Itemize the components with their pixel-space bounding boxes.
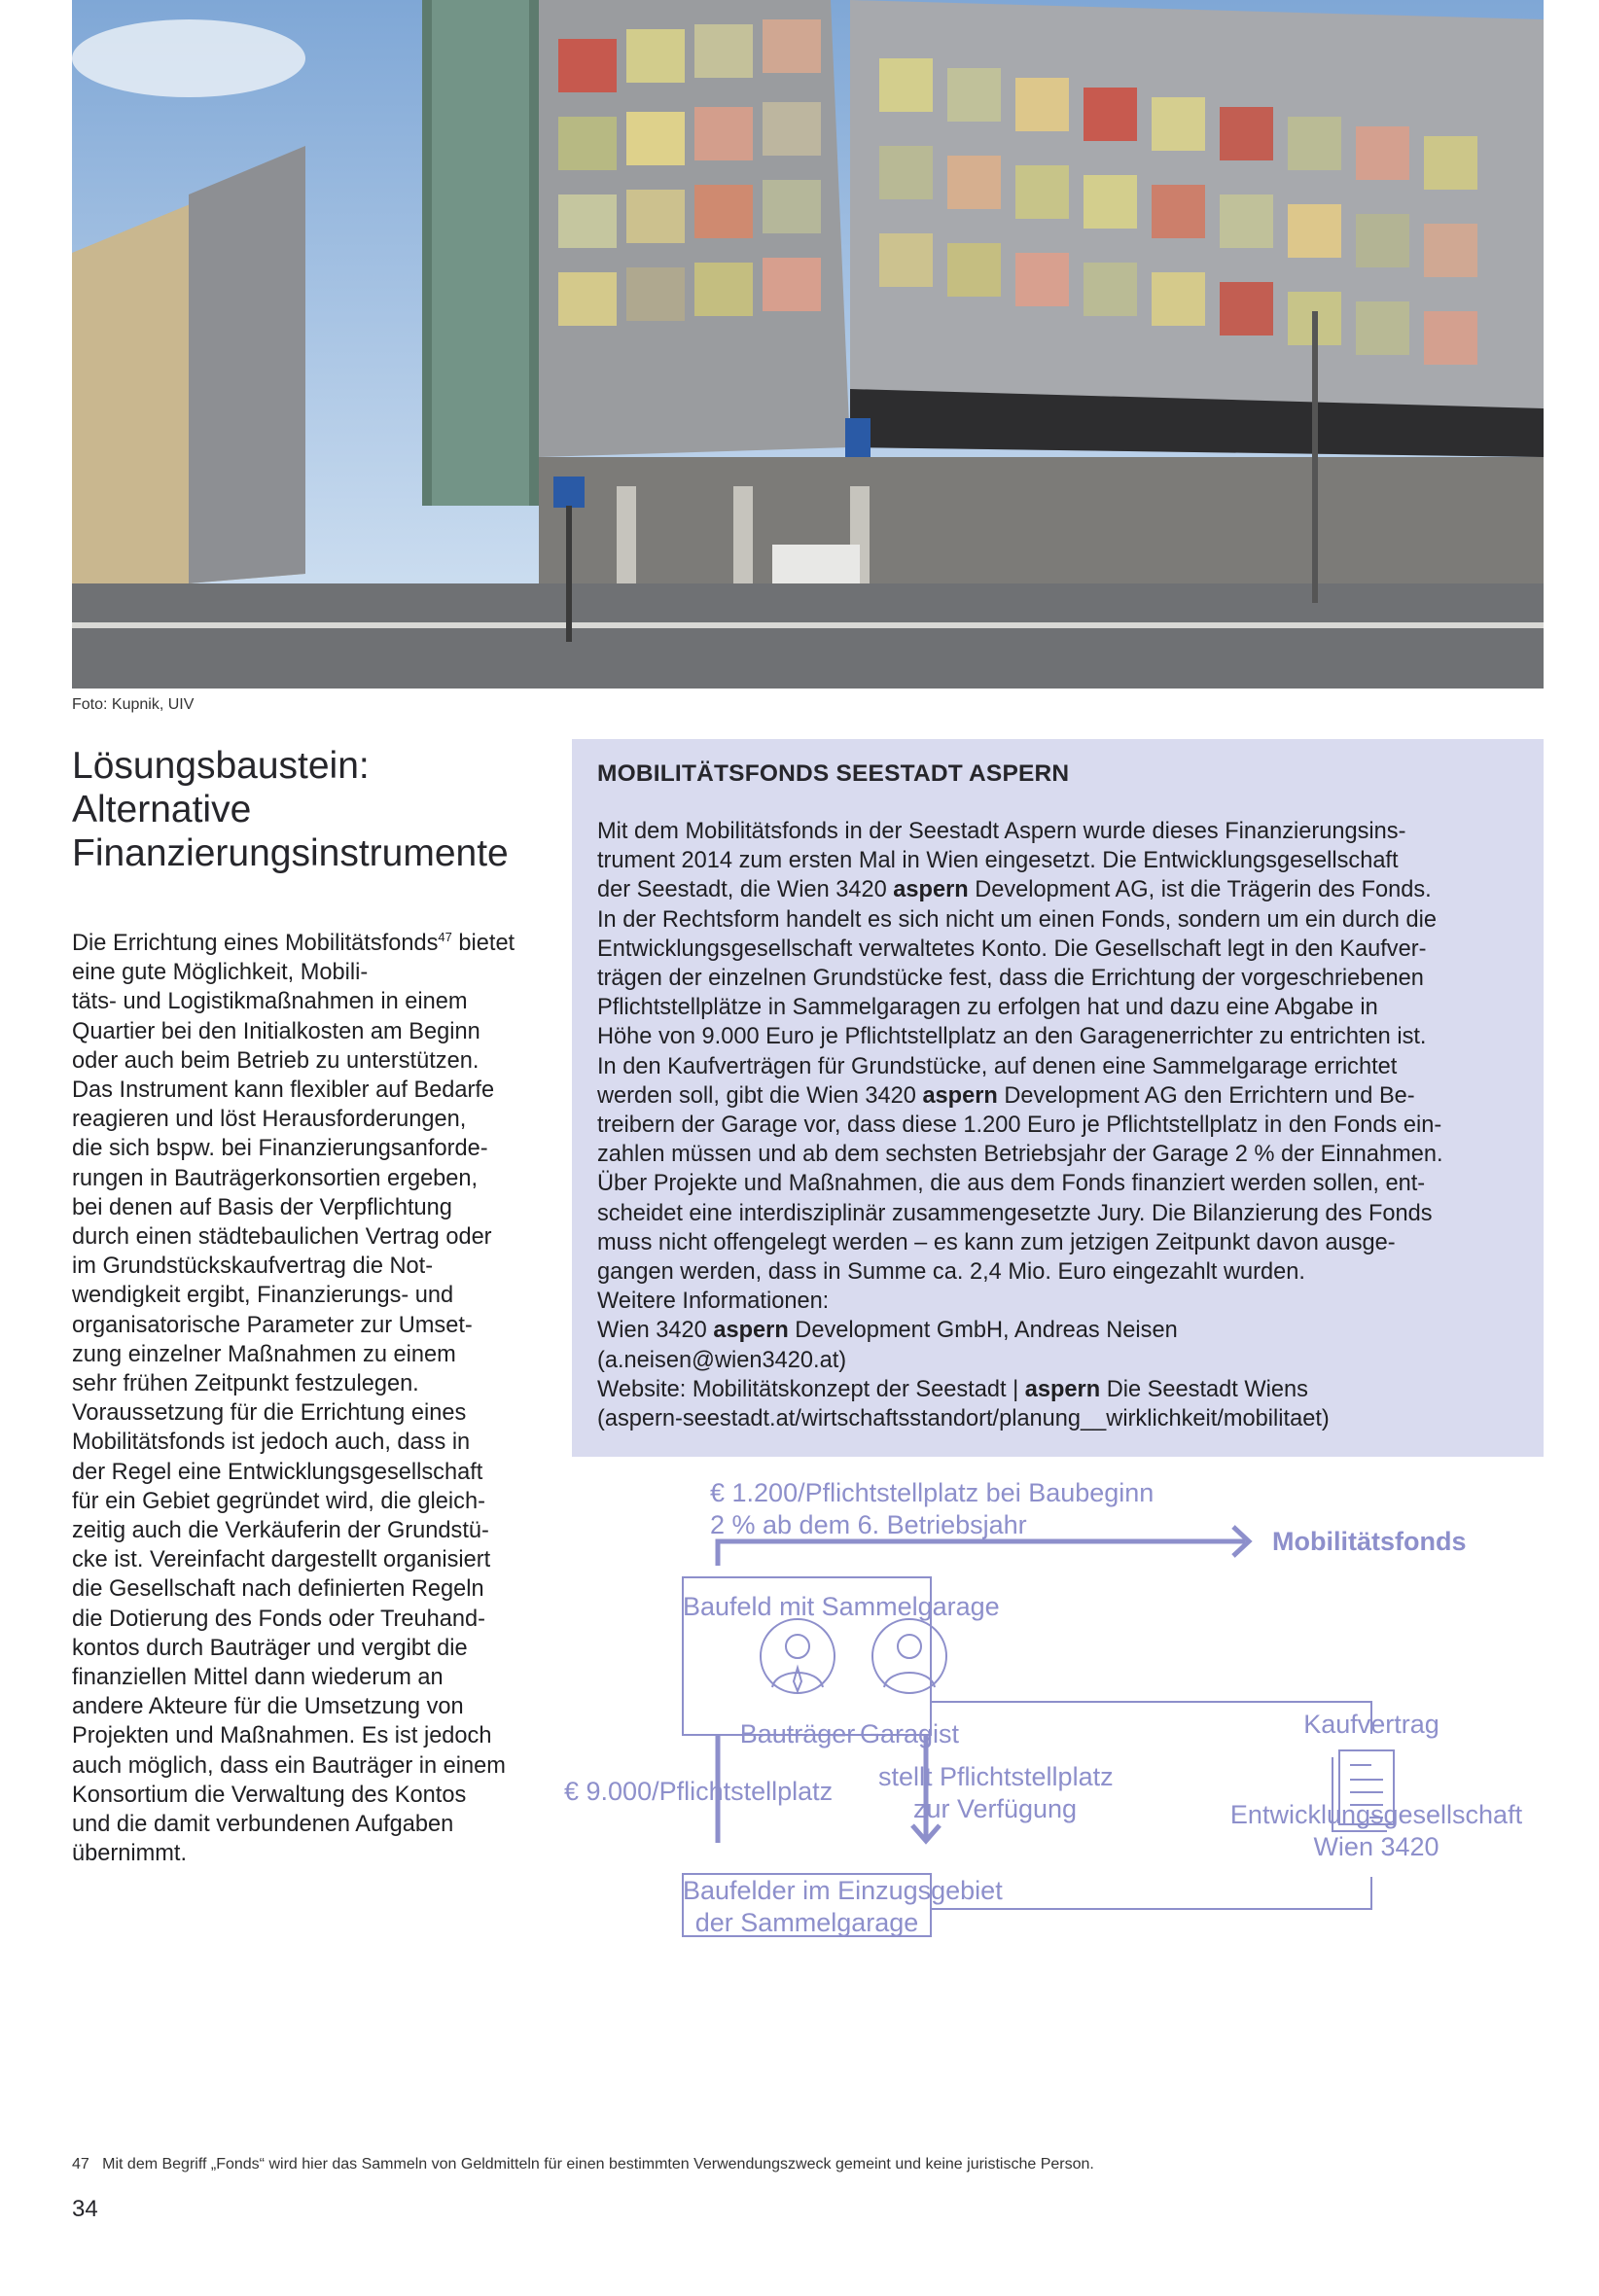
- contact-text: Wien 3420: [597, 1318, 714, 1344]
- info-text-part: Mit dem Mobilitätsfonds in der Seestadt Aspern wurde dieses Finanzierungsins- trument 2014 zum ersten Mal in Wien eingesetzt. Die Entwicklungsgesellschaft der Seestadt, die Wien 3420: [597, 819, 1406, 903]
- provides-label-line-2: zur Verfügung: [912, 1794, 1078, 1823]
- section-heading: [72, 744, 558, 875]
- website-label: Die Seestadt Wiens: [1100, 1376, 1308, 1402]
- info-box-title: MOBILITÄTSFONDS SEESTADT ASPERN: [597, 760, 1070, 787]
- more-info-label: Weitere Informationen:: [597, 1289, 830, 1315]
- website-label: Website: Mobilitätskonzept der Seestadt |: [597, 1376, 1025, 1402]
- info-text-part: Development AG, ist die Trägerin des Fonds. In der Rechtsform handelt es sich nicht um einen Fonds, sondern um ein durch die Entwicklungsgesellschaft verwaltetes Konto. Die Gesellschaft legt in den Kaufver- trägen der einzelnen Grundstücke fest, dass die Errichtung der vorgeschriebenen Pflichtstellplätze in Sammelgaragen zu erfolgen hat und dazu eine Abgabe in Höhe von 9.000 Euro je Pflichtstellplatz an den Garagenerrichter zu entrichten ist. In den Kaufverträgen für Grundstücke, auf denen eine Sammelgarage errichtet werden soll, gibt die Wien 3420: [597, 877, 1437, 1109]
- fee-label-line-1: € 1.200/Pflichtstellplatz bei Baubeginn: [710, 1478, 1155, 1507]
- heading-line-3: Finanzierungsinstrumente: [72, 832, 509, 874]
- provides-label-line-1: stellt Pflichtstellplatz: [878, 1762, 1114, 1791]
- body-text-start: Die Errichtung eines Mobilitätsfonds: [72, 931, 439, 956]
- footnote: [72, 2156, 1094, 2173]
- brand-aspern: aspern: [893, 877, 969, 903]
- info-box-text: [597, 817, 1518, 1433]
- payment-label: € 9.000/Pflichtstellplatz: [564, 1777, 834, 1806]
- brand-aspern: aspern: [713, 1318, 789, 1344]
- body-text-rest: bietet eine gute Möglichkeit, Mobili- täts- und Logistikmaßnahmen in einem Quartier bei den Initialkosten am Beginn oder auch beim Betrieb zu unterstützen. Das Instrument kann flexibler auf Bedarfe reagieren und löst Herausforderungen, die sich bspw. bei Finanzierungsanforde- rungen in Bauträgerkonsortien ergeben, bei denen auf Basis der Verpflichtung durch einen städtebaulichen Vertrag oder im Grundstückskaufvertrag die Not- wendigkeit ergibt, Finanzierungs- und organisatorische Parameter zur Umset- zung einzelner Maßnahmen zu einem sehr frühen Zeitpunkt festzulegen. Voraussetzung für die Errichtung eines Mobilitätsfonds ist jedoch auch, dass in der Regel eine Entwicklungsgesellschaft für ein Gebiet gegründet wird, die gleich- zeitig auch die Verkäuferin der Grundstü- cke ist. Vereinfacht dargestellt organisiert die Gesellschaft nach definierten Regeln die Dotierung des Fonds oder Treuhand- kontos durch Bauträger und vergibt die finanziellen Mittel dann wiederum an andere Akteure für die Umsetzung von Projekten und Maßnahmen. Es ist jedoch auch möglich, dass ein Bauträger in einem Konsortium die Verwaltung des Kontos und die damit verbundenen Aufgaben übernimmt.: [72, 931, 515, 1867]
- footnote-number: 47: [72, 2156, 89, 2172]
- website-url[interactable]: (aspern-seestadt.at/wirtschaftsstandort/planung__wirklichkeit/mobilitaet): [597, 1406, 1330, 1432]
- garage-operator-label: Garagist: [859, 1719, 960, 1748]
- contact-text: Development GmbH, Andreas Neisen: [788, 1318, 1178, 1344]
- heading-line-2: Alternative: [72, 789, 252, 830]
- contract-label: Kaufvertrag: [1303, 1710, 1439, 1739]
- contact-email[interactable]: (a.neisen@wien3420.at): [597, 1347, 847, 1373]
- fund-diagram: [564, 1473, 1546, 2135]
- developer-label: Bauträger: [739, 1719, 856, 1748]
- fee-label-line-2: 2 % ab dem 6. Betriebsjahr: [710, 1510, 1027, 1539]
- info-box: [572, 739, 1544, 1457]
- company-label-line-1: Entwicklungsgesellschaft: [1229, 1800, 1523, 1829]
- fund-label: Mobilitätsfonds: [1272, 1527, 1467, 1556]
- company-label-line-2: Wien 3420: [1313, 1832, 1439, 1861]
- parking-garage-image: [72, 0, 1544, 689]
- hero-photo: [72, 0, 1544, 689]
- fund-arrow-line: [718, 1541, 1245, 1566]
- body-text: [72, 929, 553, 1869]
- photo-credit: Foto: Kupnik, UIV: [72, 696, 195, 713]
- catchment-label-line-2: der Sammelgarage: [694, 1908, 919, 1937]
- info-text-part: Development AG den Errichtern und Be- treibern der Garage vor, dass diese 1.200 Euro je Pflichtstellplatz in den Fonds ein- zahlen müssen und ab dem sechsten Betriebsjahr der Garage 2 % der Einnahmen. Über Projekte und Maßnahmen, die aus dem Fonds finanziert werden sollen, ent- scheidet eine interdisziplinär zusammengesetzte Jury. Die Bilanzierung des Fonds muss nicht offengelegt werden – es kann zum jetzigen Zeitpunkt davon ausge- gangen werden, dass in Summe ca. 2,4 Mio. Euro eingezahlt wurden.: [597, 1082, 1443, 1286]
- heading-line-1: Lösungsbaustein:: [72, 745, 370, 787]
- building-field-label: Baufeld mit Sammelgarage: [683, 1592, 1000, 1621]
- brand-aspern: aspern: [922, 1082, 998, 1109]
- footnote-reference: 47: [438, 930, 452, 945]
- footnote-text: Mit dem Begriff „Fonds“ wird hier das Sammeln von Geldmitteln für einen bestimmten Verwendungszweck gemeint und keine juristische Person.: [102, 2156, 1094, 2172]
- brand-aspern: aspern: [1024, 1376, 1101, 1402]
- page-number: 34: [72, 2196, 98, 2222]
- catchment-label-line-1: Baufelder im Einzugsgebiet: [683, 1876, 1003, 1905]
